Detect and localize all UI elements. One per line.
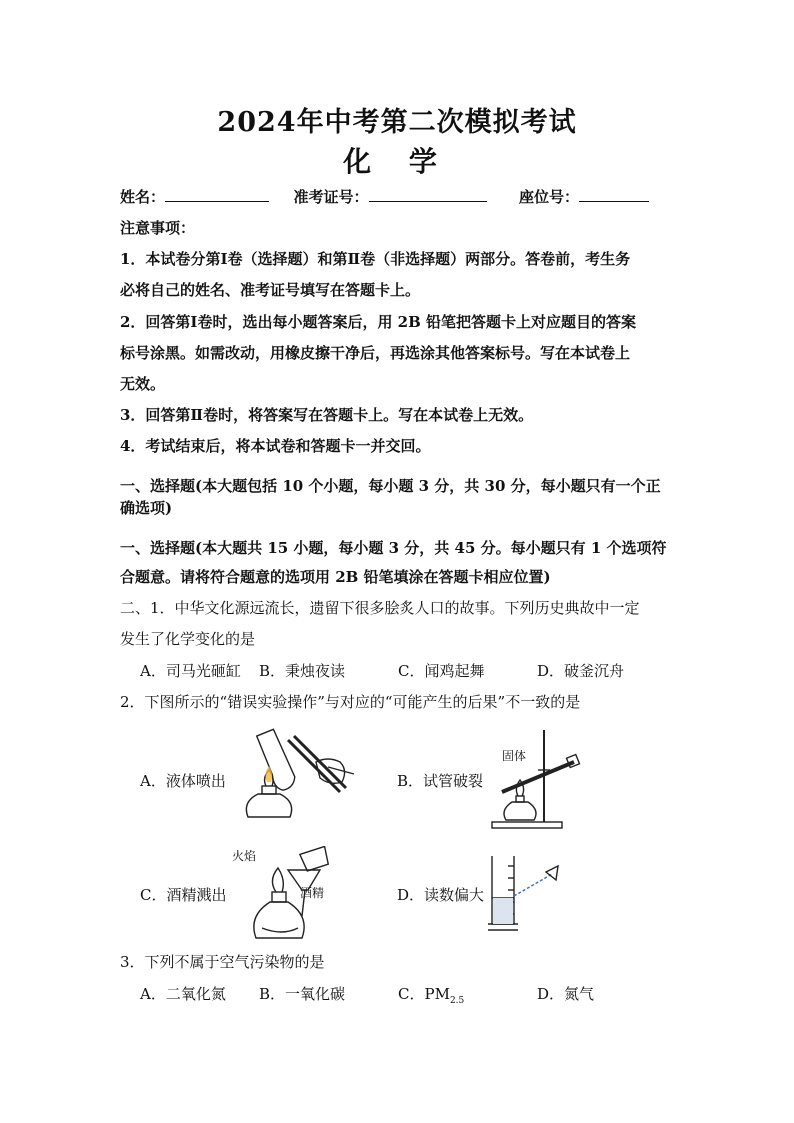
q3-option-c-main: C．PM	[398, 985, 450, 1003]
name-blank	[165, 187, 269, 202]
q3-option-c-sub: 2.5	[449, 996, 465, 1006]
subject-title: 化 学	[343, 145, 451, 178]
q2-figure-d-reading-cylinder	[486, 850, 566, 935]
q1-option-c: C．闻鸡起舞	[398, 662, 485, 680]
note-2c: 无效。	[120, 375, 166, 393]
exam-id-blank	[369, 187, 487, 202]
q2-stem: 2．下图所示的“错误实验操作”与对应的“可能产生的后果”不一致的是	[120, 693, 581, 711]
q1-stem-b: 发生了化学变化的是	[120, 630, 256, 648]
q2-option-b: B．试管破裂	[397, 772, 484, 790]
q2-label-solid: 固体	[502, 749, 527, 763]
q2-figure-b-heating-solid	[488, 722, 588, 832]
note-2b: 标号涂黑。如需改动，用橡皮擦干净后，再选涂其他答案标号。写在本试卷上	[120, 344, 631, 362]
section-2-line-b: 合题意。请将符合题意的选项用 2B 铅笔填涂在答题卡相应位置)	[120, 568, 551, 586]
section-1-line-b: 确选项)	[120, 499, 173, 517]
q2-label-alcohol: 酒精	[300, 886, 325, 900]
note-2a: 2．回答第Ⅰ卷时，选出每小题答案后，用 2B 铅笔把答题卡上对应题目的答案	[120, 313, 637, 331]
section-1-line-a: 一、选择题(本大题包括 10 个小题，每小题 3 分，共 30 分，每小题只有一个正	[120, 477, 661, 495]
q3-option-c	[398, 983, 464, 1006]
seat-blank	[579, 187, 649, 202]
note-4: 4．考试结束后，将本试卷和答题卡一并交回。	[120, 437, 431, 455]
q1-option-a: A．司马光砸缸	[140, 662, 241, 680]
q3-option-a: A．二氧化氮	[140, 985, 226, 1003]
q3-option-d: D．氮气	[537, 985, 595, 1003]
q3-stem: 3．下列不属于空气污染物的是	[120, 953, 325, 971]
q2-figure-c-adding-alcohol	[232, 846, 342, 946]
note-1b: 必将自己的姓名、准考证号填写在答题卡上。	[120, 281, 421, 299]
note-1a: 1．本试卷分第Ⅰ卷（选择题）和第Ⅱ卷（非选择题）两部分。答卷前，考生务	[120, 250, 631, 268]
info-row	[120, 186, 649, 207]
section-2-line-a: 一、选择题(本大题共 15 小题，每小题 3 分，共 45 分。每小题只有 1 个选项符	[120, 539, 667, 557]
q2-label-flame: 火焰	[232, 849, 257, 863]
q3-option-b: B．一氧化碳	[259, 985, 346, 1003]
exam-id-label: 准考证号：	[293, 188, 369, 206]
q2-option-a: A．液体喷出	[140, 772, 226, 790]
name-label: 姓名：	[120, 188, 166, 206]
q1-stem-a: 二、1．中华文化源远流长，遗留下很多脍炙人口的故事。下列历史典故中一定	[120, 599, 640, 617]
q2-figure-a-heating-liquid	[228, 722, 358, 832]
q1-option-d: D．破釜沉舟	[537, 662, 625, 680]
q2-option-c: C．酒精溅出	[140, 886, 227, 904]
seat-label: 座位号：	[518, 188, 579, 206]
q2-option-d: D．读数偏大	[397, 886, 485, 904]
exam-title: 2024年中考第二次模拟考试	[217, 107, 577, 138]
notes-heading: 注意事项：	[120, 219, 196, 237]
note-3: 3．回答第Ⅱ卷时，将答案写在答题卡上。写在本试卷上无效。	[120, 406, 534, 424]
q1-option-b: B．秉烛夜读	[259, 662, 346, 680]
